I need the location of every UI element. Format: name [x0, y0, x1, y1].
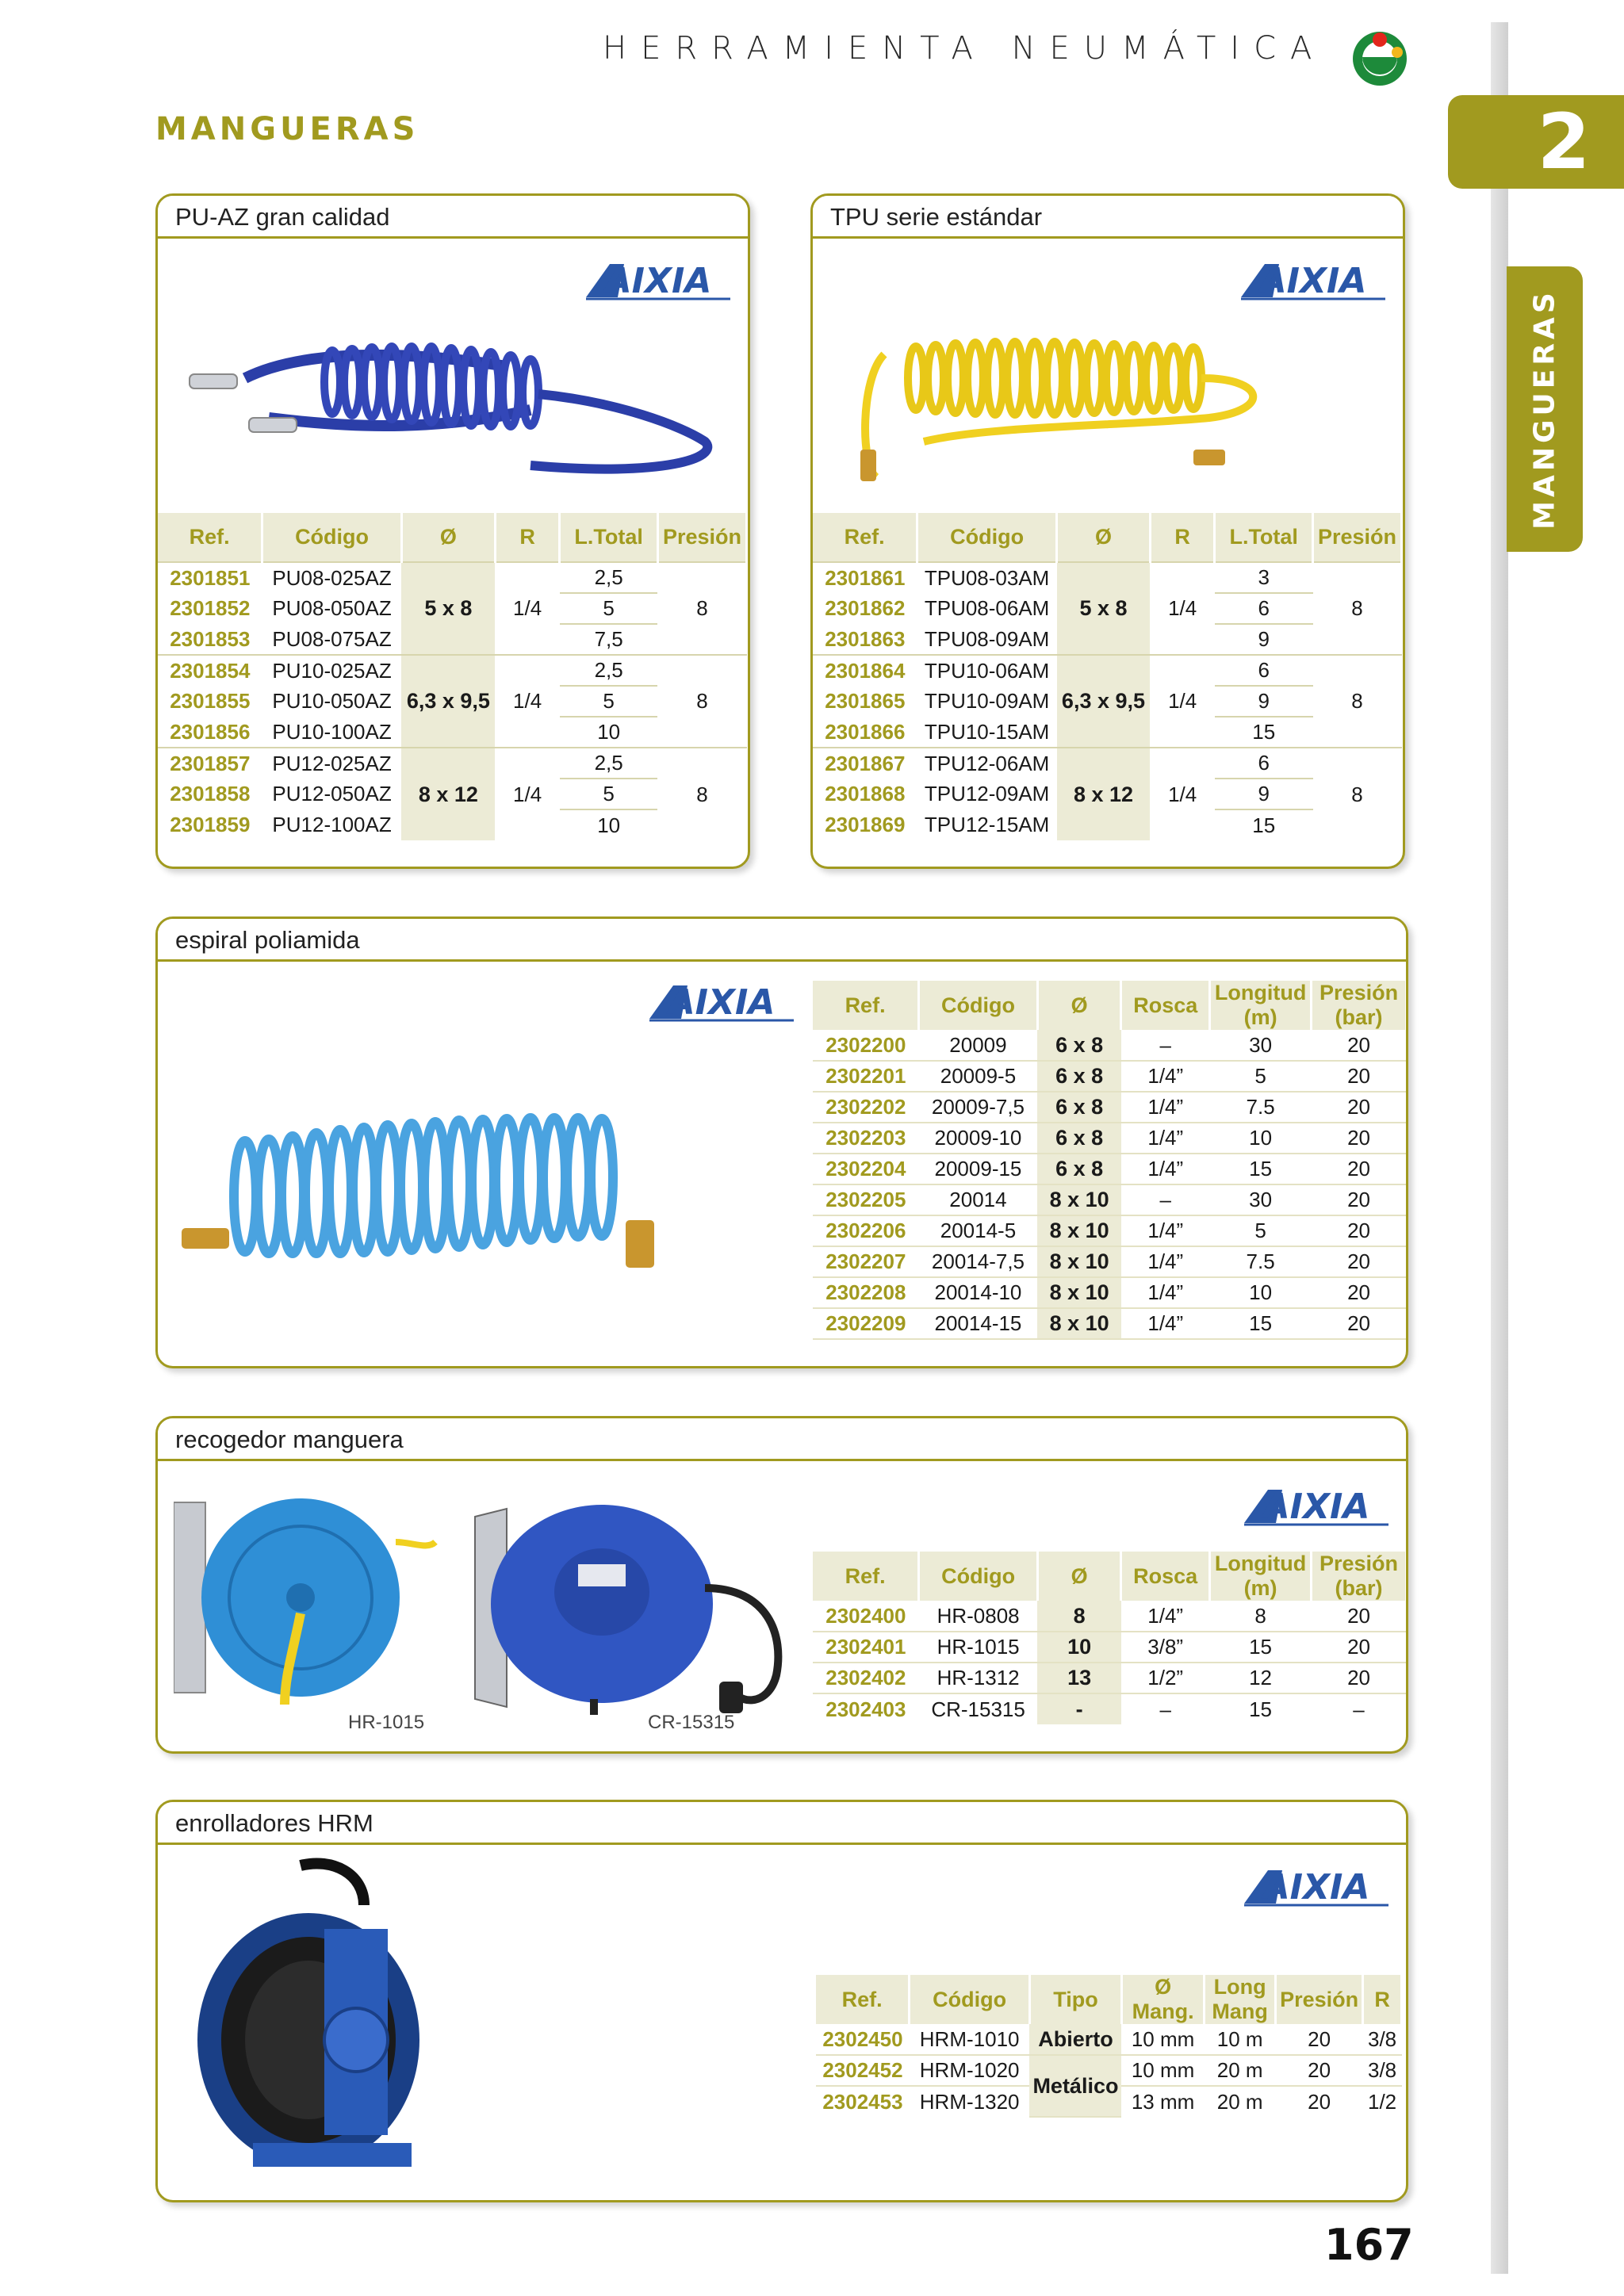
code-cell: PU08-075AZ	[272, 626, 392, 651]
pressure-cell: 20	[1276, 2055, 1363, 2086]
ref-cell: 2301859	[170, 813, 251, 836]
image-label-cr: CR-15315	[648, 1712, 735, 1733]
svg-text:AIXIA: AIXIA	[1262, 1867, 1370, 1907]
panel-enrolladores-hrm	[155, 1800, 1408, 2202]
table-row	[813, 1030, 1407, 1061]
code-cell: 20014-15	[919, 1308, 1038, 1339]
table-row	[816, 2055, 1402, 2086]
diameter-cell: 6 x 8	[1037, 1030, 1121, 1061]
diameter-cell: 8 x 12	[401, 748, 495, 840]
thread-cell: 1/4	[495, 655, 559, 748]
col-header-pressure: Presión	[1276, 1975, 1363, 2024]
diameter-cell: 10	[1037, 1632, 1120, 1663]
ref-cell: 2302209	[813, 1308, 919, 1339]
page-edge-strip	[1491, 22, 1508, 2274]
panel-recogedor-manguera	[155, 1416, 1408, 1754]
col-header-ref: Ref.	[813, 981, 919, 1030]
table-row	[813, 562, 1402, 593]
pressure-cell: 20	[1312, 1061, 1407, 1092]
code-cell: TPU10-15AM	[924, 719, 1050, 744]
diameter-cell: -	[1037, 1693, 1120, 1724]
pressure-cell: 8	[1313, 655, 1402, 748]
ref-cell: 2301855	[170, 689, 251, 713]
ref-cell: 2302201	[813, 1061, 919, 1092]
ref-cell: 2301856	[170, 719, 251, 744]
ref-cell: 2302400	[813, 1601, 919, 1632]
header-title: HERRAMIENTA NEUMÁTICA	[603, 30, 1327, 67]
thread-cell: 1/4	[1150, 748, 1214, 840]
ref-cell: 2302200	[813, 1030, 919, 1061]
code-cell: PU08-050AZ	[272, 596, 392, 620]
length-cell: 15	[1210, 1308, 1312, 1339]
code-cell: TPU08-03AM	[917, 562, 1057, 593]
ref-cell: 2302205	[813, 1184, 919, 1215]
panel-tpu	[810, 193, 1405, 869]
col-header-length: L.Total	[560, 513, 658, 562]
length-cell: 10	[1210, 1123, 1312, 1154]
thread-cell: 1/4”	[1121, 1277, 1210, 1308]
table-row	[813, 655, 1402, 686]
ref-cell: 2302202	[813, 1092, 919, 1123]
diameter-cell: 6 x 8	[1037, 1154, 1121, 1184]
ref-cell: 2302208	[813, 1277, 919, 1308]
code-cell: PU08-025AZ	[262, 562, 402, 593]
length-cell: 7.5	[1210, 1092, 1312, 1123]
col-header-codigo: Código	[910, 1975, 1030, 2024]
col-header-hose-length: Long Mang	[1205, 1975, 1276, 2024]
length-cell: 6	[1215, 593, 1313, 624]
section-title: MANGUERAS	[155, 111, 419, 147]
table-row	[813, 1092, 1407, 1123]
aixia-logo-icon	[1241, 258, 1385, 300]
table-row	[813, 1184, 1407, 1215]
col-header-r: R	[495, 513, 559, 562]
length-cell: 12	[1210, 1663, 1312, 1693]
pressure-cell: 8	[1313, 562, 1402, 655]
thread-cell: –	[1121, 1030, 1210, 1061]
code-cell: 20009	[919, 1030, 1038, 1061]
pressure-cell: 20	[1312, 1632, 1407, 1663]
code-cell: 20014-5	[919, 1215, 1038, 1246]
thread-cell: –	[1121, 1184, 1210, 1215]
col-header-ref: Ref.	[816, 1975, 910, 2024]
length-cell: 30	[1210, 1030, 1312, 1061]
table-row	[813, 1632, 1407, 1663]
code-cell: TPU08-09AM	[924, 626, 1050, 651]
length-cell: 2,5	[560, 655, 658, 686]
thread-cell: 1/4”	[1121, 1601, 1210, 1632]
col-header-rosca: Rosca	[1121, 981, 1210, 1030]
length-cell: 15	[1252, 720, 1276, 744]
ref-cell: 2301865	[825, 689, 906, 713]
length-cell: 9	[1215, 779, 1313, 809]
side-tab-label: MANGUERAS	[1528, 289, 1561, 530]
panel-title: PU-AZ gran calidad	[158, 196, 750, 239]
table-row	[158, 562, 747, 593]
table-row	[813, 1246, 1407, 1277]
thread-cell: 1/4	[495, 562, 559, 655]
length-cell: 2,5	[560, 562, 658, 593]
code-cell: TPU08-06AM	[924, 596, 1050, 620]
hose-diameter-cell: 10 mm	[1121, 2024, 1204, 2055]
page-number: 167	[1324, 2220, 1414, 2270]
svg-text:AIXIA: AIXIA	[1259, 261, 1367, 300]
ref-cell: 2302206	[813, 1215, 919, 1246]
pressure-cell: 20	[1276, 2024, 1363, 2055]
thread-cell: 1/4”	[1121, 1215, 1210, 1246]
ref-cell: 2301851	[158, 562, 262, 593]
aixia-logo-icon	[649, 979, 794, 1022]
aixia-logo-icon	[1244, 1483, 1388, 1526]
hose-diameter-cell: 10 mm	[1121, 2055, 1204, 2086]
ref-cell: 2302207	[813, 1246, 919, 1277]
length-cell: 6	[1215, 655, 1313, 686]
pressure-cell: 20	[1312, 1277, 1407, 1308]
diameter-cell: 8 x 10	[1037, 1184, 1121, 1215]
ref-cell: 2302203	[813, 1123, 919, 1154]
length-cell: 5	[1210, 1215, 1312, 1246]
table-row	[813, 1215, 1407, 1246]
svg-text:AIXIA: AIXIA	[1262, 1487, 1370, 1526]
diameter-cell: 8 x 10	[1037, 1308, 1121, 1339]
ref-cell: 2302204	[813, 1154, 919, 1184]
pressure-cell: 20	[1312, 1601, 1407, 1632]
col-header-codigo: Código	[917, 513, 1057, 562]
col-header-rosca: Rosca	[1121, 1552, 1210, 1601]
panel-title: recogedor manguera	[158, 1418, 1408, 1461]
thread-cell: 1/4”	[1121, 1092, 1210, 1123]
ref-cell: 2301867	[813, 748, 917, 779]
code-cell: CR-15315	[931, 1697, 1025, 1721]
length-cell: 6	[1215, 748, 1313, 779]
length-cell: 15	[1249, 1697, 1273, 1721]
table-row	[813, 1693, 1407, 1724]
hose-reel-cr-image	[467, 1501, 800, 1715]
ref-cell: 2302402	[813, 1663, 919, 1693]
pressure-cell: 20	[1312, 1215, 1407, 1246]
ref-cell: 2301852	[170, 596, 251, 620]
thread-cell: 1/4”	[1121, 1308, 1210, 1339]
code-cell: 20009-10	[919, 1123, 1038, 1154]
thread-cell: 1/4”	[1121, 1061, 1210, 1092]
table-row	[813, 1061, 1407, 1092]
aixia-logo-icon	[586, 258, 730, 300]
length-cell: 8	[1210, 1601, 1312, 1632]
code-cell: PU10-025AZ	[262, 655, 402, 686]
diameter-cell: 13	[1037, 1663, 1120, 1693]
tpu-table	[813, 513, 1403, 840]
diameter-cell: 6 x 8	[1037, 1092, 1121, 1123]
length-cell: 30	[1210, 1184, 1312, 1215]
diameter-cell: 8 x 10	[1037, 1246, 1121, 1277]
col-header-r: R	[1363, 1975, 1402, 2024]
panel-title: TPU serie estándar	[813, 196, 1405, 239]
pressure-cell: 20	[1312, 1308, 1407, 1339]
ref-cell: 2302450	[816, 2024, 910, 2055]
code-cell: PU10-050AZ	[272, 689, 392, 713]
yellow-spiral-hose-image	[829, 307, 1384, 489]
thread-cell: 3/8”	[1121, 1632, 1210, 1663]
thread-cell: 1/4”	[1121, 1154, 1210, 1184]
code-cell: 20014-7,5	[919, 1246, 1038, 1277]
hose-length-cell: 20 m	[1205, 2055, 1276, 2086]
diameter-cell: 6,3 x 9,5	[401, 655, 495, 748]
pressure-cell: 20	[1312, 1092, 1407, 1123]
code-cell: 20009-7,5	[919, 1092, 1038, 1123]
svg-text:AIXIA: AIXIA	[604, 261, 712, 300]
ref-cell: 2301864	[813, 655, 917, 686]
hose-reel-hr-image	[174, 1494, 443, 1709]
code-cell: 20014	[919, 1184, 1038, 1215]
code-cell: TPU12-15AM	[924, 813, 1050, 836]
diameter-cell: 5 x 8	[401, 562, 495, 655]
diameter-cell: 6 x 8	[1037, 1123, 1121, 1154]
ref-cell: 2302452	[816, 2055, 910, 2086]
col-header-length: Longitud (m)	[1210, 1552, 1312, 1601]
table-row	[813, 1663, 1407, 1693]
hose-length-cell: 20 m	[1216, 2089, 1263, 2114]
length-cell: 10	[1210, 1277, 1312, 1308]
panel-espiral-poliamida	[155, 916, 1408, 1368]
length-cell: 10	[597, 720, 621, 744]
code-cell: TPU12-09AM	[924, 782, 1050, 806]
table-row	[813, 1154, 1407, 1184]
length-cell: 5	[1210, 1061, 1312, 1092]
col-header-diameter: Ø	[401, 513, 495, 562]
col-header-r: R	[1150, 513, 1214, 562]
diameter-cell: 6 x 8	[1037, 1061, 1121, 1092]
thread-cell: 3/8	[1363, 2024, 1402, 2055]
code-cell: HR-0808	[919, 1601, 1038, 1632]
diameter-cell: 8 x 10	[1037, 1215, 1121, 1246]
ref-cell: 2302403	[825, 1697, 906, 1721]
length-cell: 15	[1252, 813, 1276, 837]
col-header-pressure: Presión	[657, 513, 746, 562]
image-label-hr: HR-1015	[348, 1712, 425, 1733]
hose-length-cell: 10 m	[1205, 2024, 1276, 2055]
blue-spiral-hose-image	[174, 307, 729, 481]
col-header-codigo: Código	[919, 981, 1038, 1030]
hose-diameter-cell: 13 mm	[1131, 2089, 1195, 2114]
code-cell: HR-1015	[919, 1632, 1038, 1663]
ref-cell: 2301868	[825, 782, 906, 806]
col-header-length: L.Total	[1215, 513, 1313, 562]
espiral-table	[813, 981, 1408, 1340]
panel-pu-az	[155, 193, 750, 869]
length-cell: 9	[1258, 627, 1270, 651]
diameter-cell: 5 x 8	[1057, 562, 1151, 655]
thread-cell: 3/8	[1363, 2055, 1402, 2086]
col-header-ref: Ref.	[158, 513, 262, 562]
pressure-cell: 8	[657, 562, 746, 655]
pressure-cell: 20	[1312, 1123, 1407, 1154]
col-header-diameter: Ø	[1057, 513, 1151, 562]
ref-cell: 2301869	[825, 813, 906, 836]
pressure-cell: 20	[1312, 1246, 1407, 1277]
diameter-cell: 8 x 10	[1037, 1277, 1121, 1308]
pressure-cell: 20	[1308, 2089, 1331, 2114]
thread-cell: 1/4	[1150, 562, 1214, 655]
thread-cell: 1/4	[1150, 655, 1214, 748]
length-cell: 5	[560, 779, 658, 809]
length-cell: 2,5	[560, 748, 658, 779]
aixia-logo-icon	[1244, 1864, 1388, 1907]
col-header-diameter: Ø	[1037, 981, 1121, 1030]
pressure-cell: 20	[1312, 1154, 1407, 1184]
code-cell: TPU10-09AM	[924, 689, 1050, 713]
col-header-codigo: Código	[262, 513, 402, 562]
length-cell: 10	[597, 813, 621, 837]
length-cell: 15	[1210, 1632, 1312, 1663]
side-section-tab	[1507, 266, 1583, 552]
polyamide-spiral-hose-image	[174, 1101, 697, 1292]
length-cell: 7,5	[594, 627, 623, 651]
col-header-ref: Ref.	[813, 1552, 919, 1601]
col-header-hose-diameter: Ø Mang.	[1121, 1975, 1204, 2024]
code-cell: PU12-050AZ	[272, 782, 392, 806]
recogedor-table	[813, 1552, 1408, 1724]
type-cell: Abierto	[1029, 2024, 1121, 2055]
ref-cell: 2301863	[825, 626, 906, 651]
ref-cell: 2301866	[825, 719, 906, 744]
pressure-cell: 8	[657, 655, 746, 748]
code-cell: TPU12-06AM	[917, 748, 1057, 779]
length-cell: 5	[560, 686, 658, 717]
code-cell: PU12-025AZ	[262, 748, 402, 779]
ref-cell: 2301857	[158, 748, 262, 779]
col-header-ref: Ref.	[813, 513, 917, 562]
hrm-table	[816, 1975, 1403, 2118]
table-row	[813, 1601, 1407, 1632]
pressure-cell: –	[1353, 1697, 1365, 1721]
length-cell: 15	[1210, 1154, 1312, 1184]
pressure-cell: 8	[657, 748, 746, 840]
brand-logo-icon	[1348, 25, 1411, 89]
ref-cell: 2301858	[170, 782, 251, 806]
diameter-cell: 8	[1037, 1601, 1120, 1632]
code-cell: PU10-100AZ	[272, 719, 392, 744]
code-cell: HR-1312	[919, 1663, 1038, 1693]
col-header-tipo: Tipo	[1029, 1975, 1121, 2024]
code-cell: 20009-15	[919, 1154, 1038, 1184]
table-row	[158, 748, 747, 779]
code-cell: PU12-100AZ	[272, 813, 392, 836]
col-header-pressure: Presión	[1313, 513, 1402, 562]
table-row	[813, 1308, 1407, 1339]
diameter-cell: 8 x 12	[1057, 748, 1151, 840]
thread-cell: 1/4”	[1121, 1123, 1210, 1154]
code-cell: 20009-5	[919, 1061, 1038, 1092]
length-cell: 7.5	[1210, 1246, 1312, 1277]
thread-cell: –	[1159, 1697, 1171, 1721]
panel-title: espiral poliamida	[158, 919, 1408, 962]
pu-az-table	[158, 513, 748, 840]
table-row	[813, 1277, 1407, 1308]
table-row	[813, 748, 1402, 779]
pressure-cell: 20	[1312, 1030, 1407, 1061]
col-header-codigo: Código	[919, 1552, 1038, 1601]
length-cell: 9	[1215, 686, 1313, 717]
pressure-cell: 20	[1312, 1184, 1407, 1215]
panel-title: enrolladores HRM	[158, 1802, 1408, 1845]
ref-cell: 2301862	[825, 596, 906, 620]
type-cell: Metálico	[1029, 2055, 1121, 2117]
ref-cell: 2301861	[813, 562, 917, 593]
table-row	[158, 655, 747, 686]
length-cell: 5	[560, 593, 658, 624]
thread-cell: 1/2	[1367, 2089, 1397, 2114]
length-cell: 3	[1215, 562, 1313, 593]
thread-cell: 1/4”	[1121, 1246, 1210, 1277]
code-cell: TPU10-06AM	[917, 655, 1057, 686]
hrm-reel-image	[190, 1858, 427, 2183]
pressure-cell: 8	[1313, 748, 1402, 840]
thread-cell: 1/2”	[1121, 1663, 1210, 1693]
table-row	[813, 1123, 1407, 1154]
col-header-pressure: Presión (bar)	[1312, 1552, 1407, 1601]
ref-cell: 2302453	[822, 2089, 903, 2114]
pressure-cell: 20	[1312, 1663, 1407, 1693]
code-cell: 20014-10	[919, 1277, 1038, 1308]
col-header-diameter: Ø	[1037, 1552, 1120, 1601]
thread-cell: 1/4	[495, 748, 559, 840]
code-cell: HRM-1010	[910, 2024, 1030, 2055]
chapter-number-tab: 2	[1448, 95, 1624, 189]
diameter-cell: 6,3 x 9,5	[1057, 655, 1151, 748]
code-cell: HRM-1320	[919, 2089, 1020, 2114]
ref-cell: 2302401	[813, 1632, 919, 1663]
col-header-length: Longitud (m)	[1210, 981, 1312, 1030]
table-row	[816, 2024, 1402, 2055]
col-header-pressure: Presión (bar)	[1312, 981, 1407, 1030]
code-cell: HRM-1020	[910, 2055, 1030, 2086]
ref-cell: 2301853	[170, 626, 251, 651]
ref-cell: 2301854	[158, 655, 262, 686]
svg-text:AIXIA: AIXIA	[668, 982, 776, 1022]
